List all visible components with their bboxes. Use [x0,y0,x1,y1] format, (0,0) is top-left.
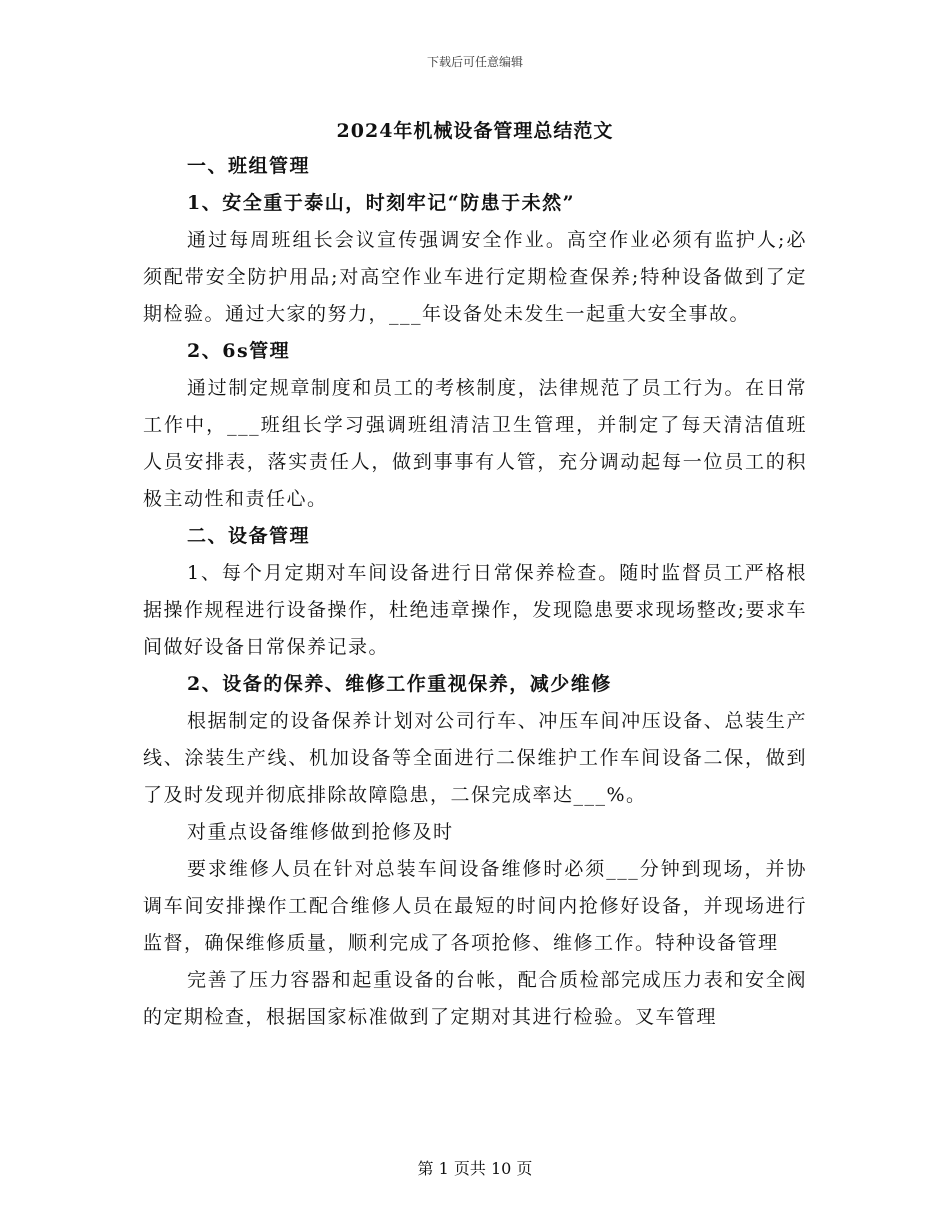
paragraph: 根据制定的设备保养计划对公司行车、冲压车间冲压设备、总装生产线、涂装生产线、机加设备等全面进行二保维护工作车间设备二保，做到了及时发现并彻底排除故障隐患，二保完成率达___%。 [143,710,807,806]
paragraph: 通过制定规章制度和员工的考核制度，法律规范了员工行为。在日常工作中，___班组长学习强调班组清洁卫生管理，并制定了每天清洁值班人员安排表，落实责任人，做到事事有人管，充分调动起每一位员工的积极主动性和责任心。 [143,377,807,510]
section-heading: 一、班组管理 [187,155,311,177]
subsection-heading: 1、安全重于泰山，时刻牢记“防患于未然” [187,192,576,214]
section-heading: 二、设备管理 [187,525,311,547]
paragraph: 对重点设备维修做到抢修及时 [187,821,454,843]
header-note: 下载后可任意编辑 [426,55,523,69]
paragraph: 完善了压力容器和起重设备的台帐，配合质检部完成压力表和安全阀的定期检查，根据国家标准做到了定期对其进行检验。叉车管理 [143,969,807,1028]
document-title: 2024年机械设备管理总结范文 [336,120,614,142]
subsection-heading: 2、6s管理 [187,340,291,362]
paragraph: 通过每周班组长会议宣传强调安全作业。高空作业必须有监护人;必须配带安全防护用品;对高空作业车进行定期检查保养;特种设备做到了定期检验。通过大家的努力，___年设备处未发生一起重大安全事故。 [143,229,807,325]
document-body [143,148,807,1036]
paragraph: 要求维修人员在针对总装车间设备维修时必须___分钟到现场，并协调车间安排操作工配合维修人员在最短的时间内抢修好设备，并现场进行监督，确保维修质量，顺利完成了各项抢修、维修工作。特种设备管理 [143,858,807,954]
page-footer: 第 1 页共 10 页 [417,1159,533,1178]
paragraph: 1、每个月定期对车间设备进行日常保养检查。随时监督员工严格根据操作规程进行设备操作，杜绝违章操作，发现隐患要求现场整改;要求车间做好设备日常保养记录。 [143,562,807,658]
subsection-heading: 2、设备的保养、维修工作重视保养，减少维修 [187,673,612,695]
